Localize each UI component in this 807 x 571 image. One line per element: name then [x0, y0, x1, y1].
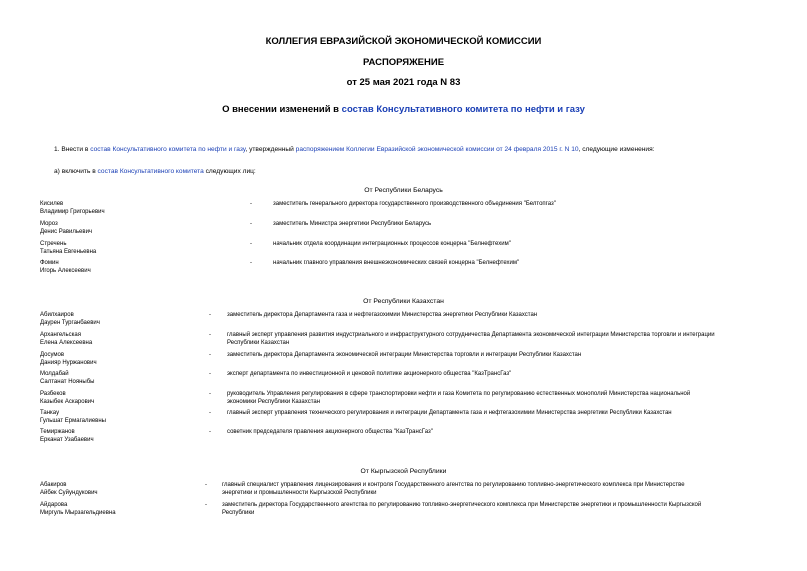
member-name — [40, 311, 210, 328]
member-position — [273, 200, 793, 208]
member-surname: Фомин — [40, 260, 59, 266]
member-position — [273, 220, 793, 228]
section-title-belarus: От Республики Беларусь — [364, 187, 443, 194]
position-line: эксперт департамента по инвестиционной и ценовой политике акционерного общества "КазТрансГаз" — [227, 371, 512, 377]
member-given-name: Елена Алексеевна — [40, 340, 93, 347]
member-surname: Архангельская — [40, 332, 82, 338]
member-name — [40, 370, 210, 387]
member-position — [227, 409, 787, 417]
member-position — [227, 428, 787, 436]
position-line: руководитель Управления регулирования в сфере транспортировки нефти и газа Комитета по регулированию естественных монополий Министерства национальной — [227, 391, 691, 397]
member-given-name: Салтанат Нояныбы — [40, 379, 95, 386]
dash: - — [250, 260, 252, 266]
member-position — [227, 311, 787, 319]
member-given-name: Айбек Суйундукович — [40, 490, 98, 497]
paragraph-1 — [54, 146, 655, 154]
member-position — [227, 351, 787, 359]
dash: - — [209, 410, 211, 416]
position-line: Республики — [222, 510, 255, 517]
section-title-kazakhstan: От Республики Казахстан — [363, 298, 444, 305]
member-position — [227, 370, 787, 378]
position-line: Республики Казахстан — [227, 340, 290, 347]
dash: - — [205, 502, 207, 508]
member-surname: Танкау — [40, 410, 60, 416]
para2-text-2: следующих лиц: — [203, 168, 256, 175]
position-line: энергетики и промышленности Кыргызской Республики — [222, 490, 377, 497]
member-surname: Айдарова — [40, 502, 68, 508]
member-surname: Молдабай — [40, 371, 69, 377]
position-line: заместитель директора Департамента экономической интеграции Министерства торговли и интеграции Республики Казахстан — [227, 352, 582, 358]
para1-text-1: 1. Внести в — [54, 146, 91, 153]
position-line: главный эксперт управления технического регулирования и интеграции Департамента газа и нефтегазохимии Министерства энергетики Республики Казахстан — [227, 410, 672, 416]
member-surname: Досумов — [40, 352, 65, 358]
member-position — [222, 501, 782, 518]
member-name — [40, 481, 210, 498]
position-line: заместитель Министра энергетики Республики Беларусь — [273, 221, 432, 227]
member-given-name: Казыбек Аскарович — [40, 399, 95, 406]
member-position — [273, 259, 793, 267]
member-name — [40, 220, 210, 237]
dash: - — [209, 391, 211, 397]
member-position — [273, 240, 793, 248]
date-number-heading: от 25 мая 2021 года N 83 — [346, 77, 461, 88]
member-given-name: Гульшат Ермагалиевны — [40, 418, 106, 425]
position-line: заместитель директора Департамента газа и нефтегазохимии Министерства энергетики Республики Казахстан — [227, 312, 538, 318]
member-surname: Абакиров — [40, 482, 67, 488]
member-name — [40, 331, 210, 348]
dash: - — [250, 221, 252, 227]
member-position — [222, 481, 782, 498]
member-given-name: Ерканат Узабаевич — [40, 437, 94, 444]
member-surname: Мороз — [40, 221, 58, 227]
section-title-kyrgyzstan: От Кыргызской Республики — [360, 468, 447, 475]
document-title — [0, 104, 807, 115]
member-name — [40, 200, 210, 217]
title-link[interactable]: состав Консультативного комитета по нефти и газу — [341, 104, 585, 115]
title-prefix: О внесении изменений в — [222, 104, 342, 115]
member-surname: Кисилев — [40, 201, 64, 207]
position-line: заместитель генерального директора государственного производственного объединения "Белтопгаз" — [273, 201, 556, 207]
committee-link-2[interactable]: состав Консультативного комитета — [97, 168, 204, 175]
position-line: заместитель директора Государственного агентства по регулированию топливно-энергетического комплекса при Министерстве энергетики и промышленности Кыргызской — [222, 502, 702, 508]
member-name — [40, 409, 210, 426]
member-surname: Стречень — [40, 241, 67, 247]
member-surname: Темиржанов — [40, 429, 75, 435]
member-name — [40, 259, 210, 276]
org-heading: КОЛЛЕГИЯ ЕВРАЗИЙСКОЙ ЭКОНОМИЧЕСКОЙ КОМИССИИ — [265, 36, 542, 47]
member-name — [40, 428, 210, 445]
dash: - — [209, 352, 211, 358]
dash: - — [250, 201, 252, 207]
member-name — [40, 390, 210, 407]
member-name — [40, 501, 210, 518]
member-given-name: Миргуль Мырзагельдиевна — [40, 510, 116, 517]
member-given-name: Денис Равильевич — [40, 229, 93, 236]
member-given-name: Татьяна Евгеньевна — [40, 249, 97, 256]
doc-type-heading: РАСПОРЯЖЕНИЕ — [362, 57, 445, 68]
member-surname: Абилхаиров — [40, 312, 74, 318]
member-given-name: Данияр Нуржанович — [40, 360, 97, 367]
position-line: главный эксперт управления развития индустриального и инфраструктурного сотрудничества Департамента экономической интеграции Министерства торговли и интеграции — [227, 332, 715, 338]
member-position — [227, 331, 787, 348]
dash: - — [205, 482, 207, 488]
para1-text-2: , утвержденный — [245, 146, 296, 153]
dash: - — [209, 371, 211, 377]
position-line: советник председателя правления акционерного общества "КазТрансГаз" — [227, 429, 433, 435]
position-line: начальник главного управления внешнеэкономических связей концерна "Белнефтехим" — [273, 260, 520, 266]
member-position — [227, 390, 787, 407]
position-line: начальник отдела координации интеграционных процессов концерна "Белнефтехим" — [273, 241, 511, 247]
position-line: экономики Республики Казахстан — [227, 399, 321, 406]
member-given-name: Владимир Григорьевич — [40, 209, 105, 216]
dash: - — [209, 332, 211, 338]
dash: - — [209, 312, 211, 318]
member-surname: Разбеков — [40, 391, 66, 397]
order-link[interactable]: распоряжением Коллегии Евразийской экономической комиссии от 24 февраля 2015 г. N 10 — [295, 146, 579, 153]
para2-text-1: а) включить в — [54, 168, 98, 175]
paragraph-2 — [54, 168, 256, 176]
member-given-name: Даурен Турганбаевич — [40, 320, 100, 327]
position-line: главный специалист управления лицензирования и контроля Государственного агентства по регулированию топливно-энергетического комплекса при Министерстве — [222, 482, 685, 488]
para1-text-3: , следующие изменения: — [578, 146, 655, 153]
member-name — [40, 351, 210, 368]
committee-link[interactable]: состав Консультативного комитета по нефти и газу — [90, 146, 246, 153]
member-given-name: Игорь Алексеевич — [40, 268, 91, 275]
member-name — [40, 240, 210, 257]
dash: - — [250, 241, 252, 247]
dash: - — [209, 429, 211, 435]
